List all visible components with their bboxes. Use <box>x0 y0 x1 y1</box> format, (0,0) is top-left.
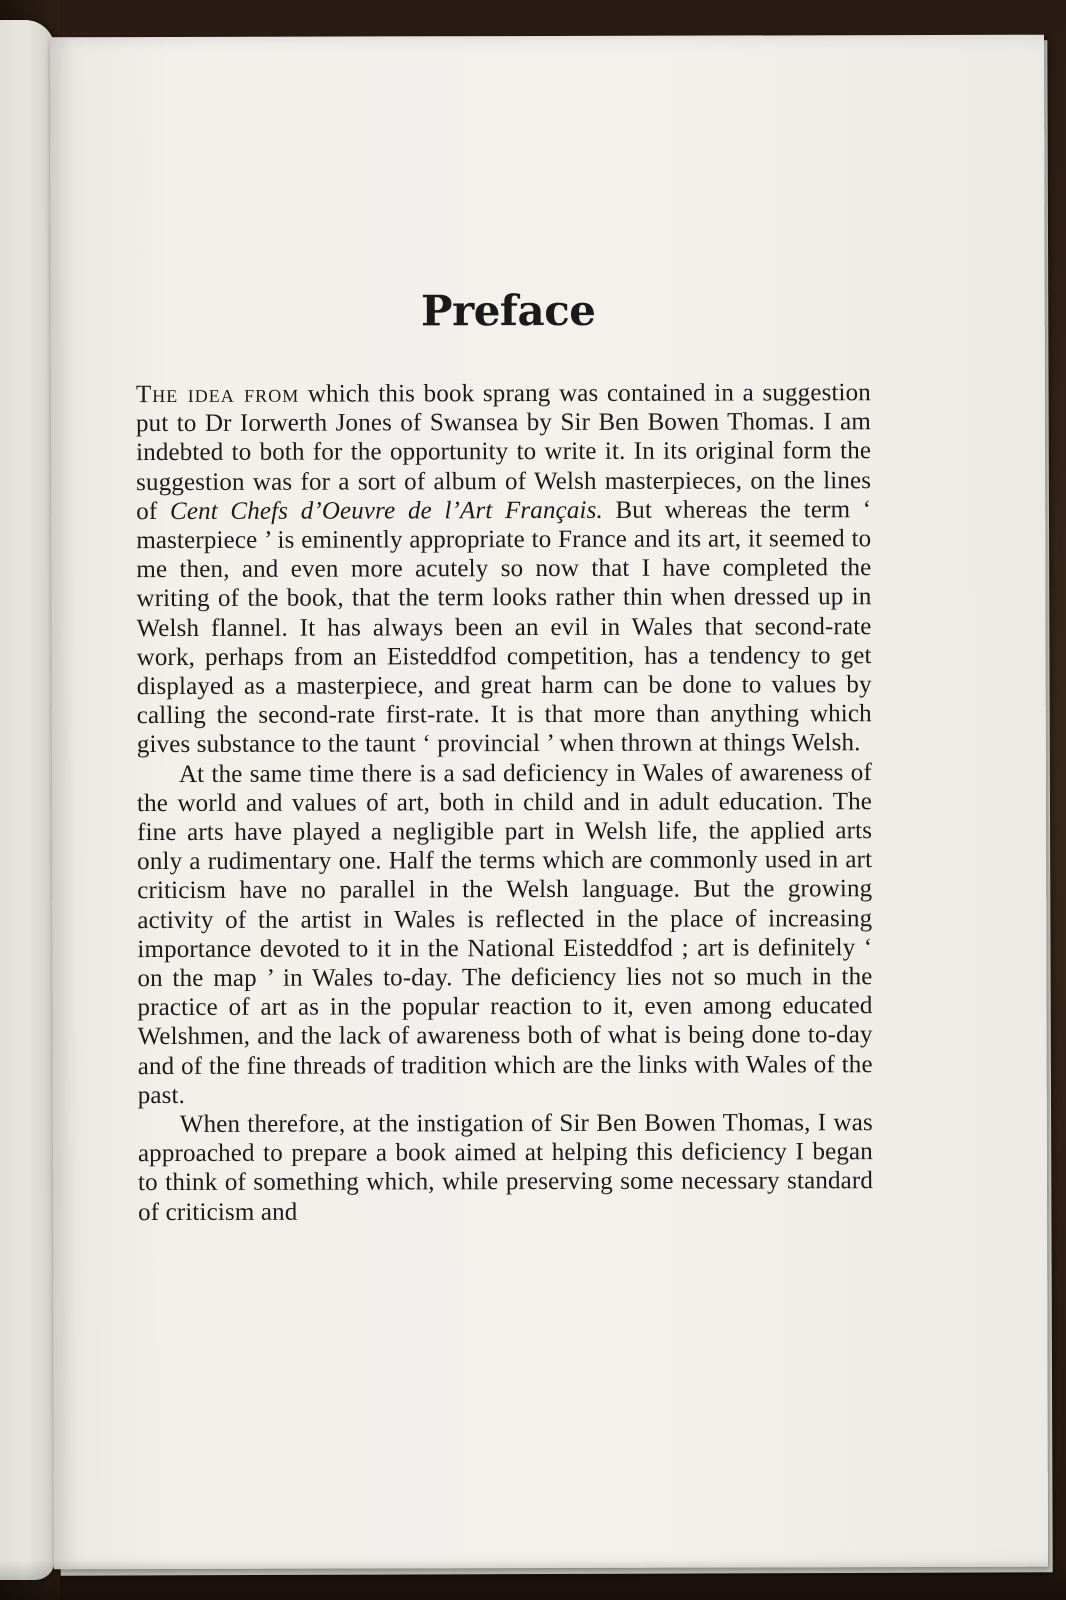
italic-book-title: Cent Chefs d’Oeuvre de l’Art Français. <box>169 496 603 525</box>
paragraph-lead-in: The idea from <box>135 380 300 409</box>
page-title: Preface <box>420 285 596 336</box>
bottom-shadow <box>0 1560 1066 1600</box>
paragraph-1 <box>136 378 872 760</box>
paragraph-1-text: which this book sprang was contained in a suggestion put to Dr Iorwerth Jones of Swansea by Sir Ben Bowen Thomas. I am indebted to both for the opportunity to write it. In its original form the suggestion was for a sort of album of Welsh masterpieces, on the lines of <box>135 379 872 525</box>
paragraph-2: At the same time there is a sad deficiency in Wales of awareness of the world and values of art, both in child and in adult education. The fine arts have played a negligible part in Welsh life, the applied arts only a rudimentary one. Half the terms which are commonly used in art criticism have no parallel in the Welsh language. But the growing activity of the artist in Wales is reflected in the place of increasing importance devoted to it in the National Eisteddfod ; art is definitely ‘ on the map ’ in Wales to-day. The deficiency lies not so much in the practice of art as in the popular reaction to it, even among educated Welshmen, and the lack of awareness both of what is being done to-day and of the fine threads of tradition which are the links with Wales of the past. <box>136 758 873 1109</box>
paragraph-1-text-continued: But whereas the term ‘ masterpiece ’ is eminently appropriate to France and its art, it seemed to me then, and even more acutely so now that I have completed the writing of the book, that the term looks rather thin when dressed up in Welsh flannel. It has always been an evil in Wales that second-rate work, perhaps from an Eisteddfod competition, has a tendency to get displayed as a masterpiece, and great harm can be done to values by calling the second-rate first-rate. It is that more than anything which gives substance to the taunt ‘ provincial ’ when thrown at things Welsh. <box>136 495 872 759</box>
page-content <box>136 285 873 1227</box>
paragraph-3: When therefore, at the instigation of Sir Ben Bowen Thomas, I was approached to prepare a book aimed at helping this deficiency I began to think of something which, while preserving some necessary standard of criticism and <box>137 1109 874 1226</box>
left-page-edge <box>0 20 55 1580</box>
book-page <box>50 35 1048 1570</box>
preface-body <box>136 378 873 1227</box>
